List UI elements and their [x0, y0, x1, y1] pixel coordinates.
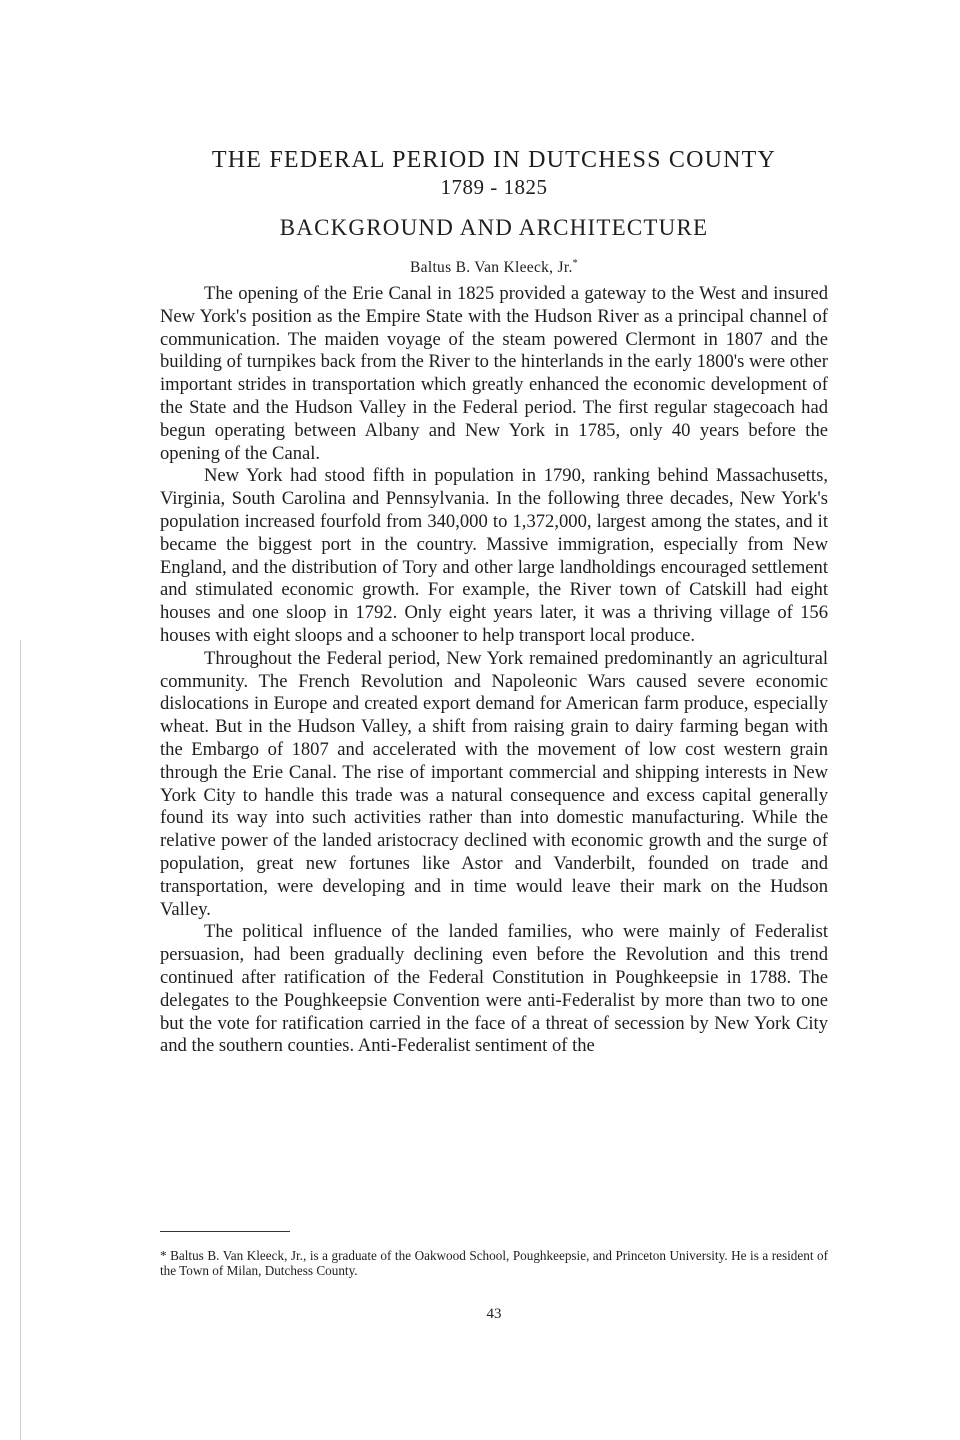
footnote-divider: [160, 1231, 290, 1232]
page-number: 43: [486, 1306, 502, 1322]
article-subtitle: BACKGROUND AND ARCHITECTURE: [279, 215, 709, 240]
body-paragraph-1: The opening of the Erie Canal in 1825 provided a gateway to the West and insured New York's position as the Empire State with the Hudson River as a principal channel of communication. The maiden voyage of the steam powered Clermont in 1807 and the building of turnpikes back from the River to the hinterlands in the early 1800's were other important strides in transportation which greatly enhanced the economic development of the State and the Hudson Valley in the Federal period. The first regular stagecoach had begun operating between Albany and New York in 1785, only 40 years before the opening of the Canal.: [160, 283, 828, 464]
article-years: 1789 - 1825: [440, 175, 548, 199]
binding-edge-line: [20, 640, 21, 1440]
footnote-marker: *: [572, 258, 578, 269]
body-paragraph-4: The political influence of the landed families, who were mainly of Federalist persuasion, had been gradually declining even before the Revolution and this trend continued after ratification of the Federal Constitution in Poughkeepsie in 1788. The delegates to the Poughkeepsie Convention were anti-Federalist by more than two to one but the vote for ratification carried in the face of a threat of secession by New York City and the southern counties. Anti-Federalist sentiment of the: [160, 921, 828, 1057]
footnote: * Baltus B. Van Kleeck, Jr., is a graduate of the Oakwood School, Poughkeepsie, and Princeton University. He is a resident of the Town of Milan, Dutchess County.: [160, 1248, 828, 1278]
body-paragraph-3: Throughout the Federal period, New York remained predominantly an agricultural community. The French Revolution and Napoleonic Wars caused severe economic dislocations in Europe and created export demand for American farm produce, especially wheat. But in the Hudson Valley, a shift from raising grain to dairy farming began with the Embargo of 1807 and accelerated with the movement of low cost western grain through the Erie Canal. The rise of important commercial and shipping interests in New York City to handle this trade was a natural consequence and excess capital generally found its way into such activities rather than into domestic manufacturing. While the relative power of the landed aristocracy declined with economic growth and the surge of population, great new fortunes like Astor and Vanderbilt, founded on trade and transportation, were developing and in time would leave their mark on the Hudson Valley.: [160, 647, 828, 920]
article-author: [160, 254, 828, 278]
article-title: THE FEDERAL PERIOD IN DUTCHESS COUNTY: [211, 147, 777, 173]
article-header: [160, 146, 828, 278]
author-name: Baltus B. Van Kleeck, Jr.: [410, 259, 573, 277]
body-paragraph-2: New York had stood fifth in population in 1790, ranking behind Massachusetts, Virginia, South Carolina and Pennsylvania. In the following three decades, New York's population increased fourfold from 340,000 to 1,372,000, largest among the states, and it became the biggest port in the country. Massive immigration, especially from New England, and the distribution of Tory and other large landholdings encouraged settlement and stimulated economic growth. For example, the River town of Catskill had eight houses and one sloop in 1792. Only eight years later, it was a thriving village of 156 houses with eight sloops and a schooner to help transport local produce.: [160, 465, 828, 646]
article-body: [160, 283, 828, 1058]
